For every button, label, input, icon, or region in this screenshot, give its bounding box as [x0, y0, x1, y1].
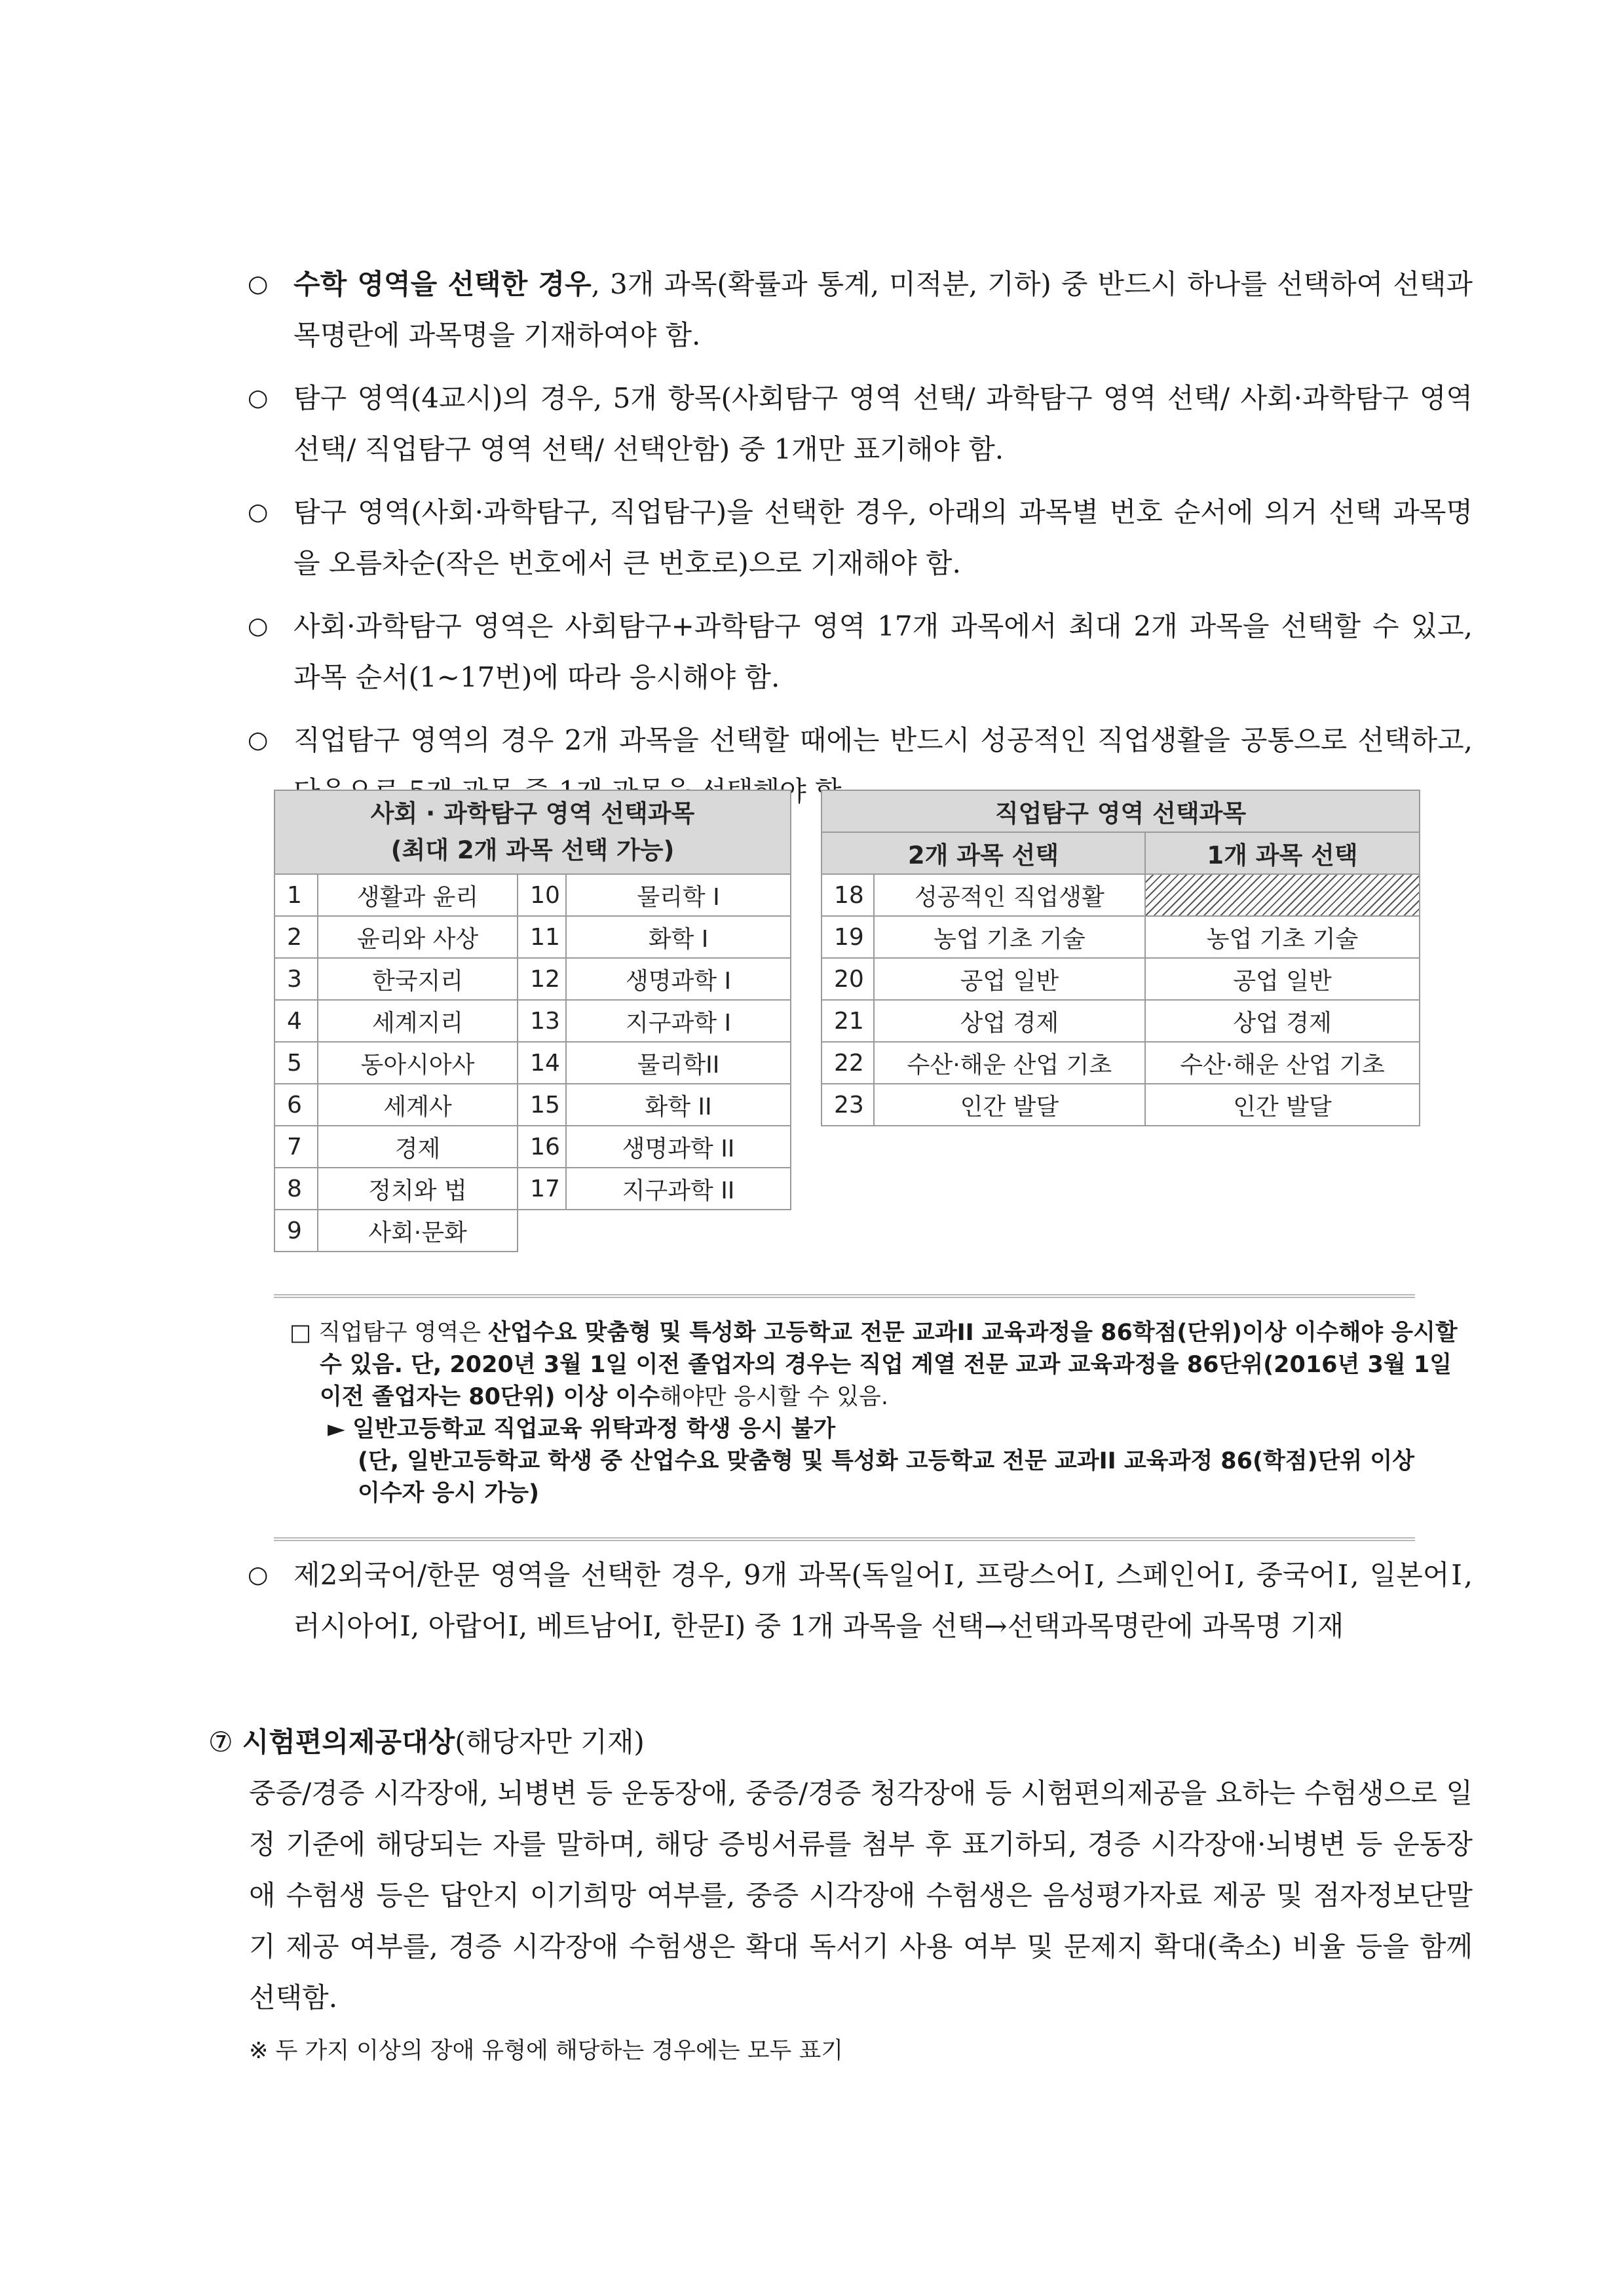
bullet-foreign-language: ○ 제2외국어/한문 영역을 선택한 경우, 9개 과목(독일어Ⅰ, 프랑스어Ⅰ, 스페인어Ⅰ, 중국어Ⅰ, 일본어Ⅰ, 러시아어Ⅰ, 아랍어Ⅰ, 베트남어Ⅰ, 한문Ⅰ) 중 1개 과목을 선택→선택과목명란에 과목명 기재 [248, 1550, 1473, 1652]
table-row: 20 공업 일반 공업 일반 [821, 958, 1420, 1000]
table-row: 22 수산·해운 산업 기초 수산·해운 산업 기초 [821, 1042, 1420, 1084]
bullet-list-2 [248, 1550, 1473, 1664]
circle-bullet-icon: ○ [248, 499, 269, 526]
bullet-social-science: ○ 사회·과학탐구 영역은 사회탐구+과학탐구 영역 17개 과목에서 최대 2개 과목을 선택할 수 있고, 과목 순서(1~17번)에 따라 응시해야 함. [248, 601, 1473, 703]
table-row: 4 세계지리 13 지구과학 I [274, 1000, 791, 1042]
column-header: 2개 과목 선택 [821, 832, 1145, 874]
table-row: 2 윤리와 사상 11 화학 I [274, 916, 791, 958]
table-row: 9 사회·문화 [274, 1210, 791, 1252]
bullet-math: ○ 수학 영역을 선택한 경우, 3개 과목(확률과 통계, 미적분, 기하) 중 반드시 하나를 선택하여 선택과목명란에 과목명을 기재하여야 함. [248, 259, 1473, 361]
table-header: 직업탐구 영역 선택과목 [821, 790, 1420, 832]
table-row: 5 동아시아사 14 물리학II [274, 1042, 791, 1084]
circle-bullet-icon: ○ [248, 385, 269, 411]
hatched-cell [1145, 874, 1420, 916]
section-accommodation [208, 1717, 1473, 2071]
social-science-subject-table [274, 790, 791, 1252]
circle-bullet-icon: ○ [248, 271, 269, 297]
table-row: 3 한국지리 12 생명과학 I [274, 958, 791, 1000]
section-title: ⑦ 시험편의제공대상(해당자만 기재) [208, 1726, 645, 1758]
vocational-subject-table [821, 790, 1420, 1126]
vocational-note-box: □ 직업탐구 영역은 산업수요 맞춤형 및 특성화 고등학교 전문 교과II 교육과정을 86학점(단위)이상 이수해야 응시할 수 있음. 단, 2020년 3월 1일 이전 졸업자의 경우는 직업 계열 전문 교과 교육과정을 86단위(2016년 3월 1일 이전 졸업자는 80단위) 이상 이수해야만 응시할 수 있음. ► 일반고등학교 직업교육 위탁과정 학생 응시 불가 (단, 일반고등학교 학생 중 산업수요 맞춤형 및 특성화 고등학교 전문 교과II 교육과정 86(학점)단위 이상 이수자 응시 가능) [274, 1294, 1415, 1541]
table-row: 7 경제 16 생명과학 II [274, 1126, 791, 1168]
circle-bullet-icon: ○ [248, 613, 269, 640]
column-header: 1개 과목 선택 [1145, 832, 1420, 874]
table-row: 19 농업 기초 기술 농업 기초 기술 [821, 916, 1420, 958]
table-row: 8 정치와 법 17 지구과학 II [274, 1168, 791, 1210]
table-row: 21 상업 경제 상업 경제 [821, 1000, 1420, 1042]
table-row: 6 세계사 15 화학 II [274, 1084, 791, 1126]
bullet-inquiry-items: ○ 탐구 영역(4교시)의 경우, 5개 항목(사회탐구 영역 선택/ 과학탐구 영역 선택/ 사회·과학탐구 영역 선택/ 직업탐구 영역 선택/ 선택안함) 중 1개만 표기해야 함. [248, 373, 1473, 475]
circle-bullet-icon: ○ [248, 727, 269, 754]
table-row: 1 생활과 윤리 10 물리학 I [274, 874, 791, 916]
table-header: 사회 · 과학탐구 영역 선택과목 (최대 2개 과목 선택 가능) [274, 790, 791, 874]
circled-number: ⑦ [208, 1726, 233, 1758]
section-body: 중증/경증 시각장애, 뇌병변 등 운동장애, 중증/경증 청각장애 등 시험편의제공을 요하는 수험생으로 일정 기준에 해당되는 자를 말하며, 해당 증빙서류를 첨부 후 표기하되, 경증 시각장애·뇌병변 등 운동장애 수험생 등은 답안지 이기희망 여부를, 중증 시각장애 수험생은 음성평가자료 제공 및 점자정보단말기 제공 여부를, 경증 시각장애 수험생은 확대 독서기 사용 여부 및 문제지 확대(축소) 비율 등을 함께 선택함. [249, 1777, 1473, 2014]
circle-bullet-icon: ○ [248, 1561, 269, 1588]
checkbox-square-icon: □ [290, 1320, 312, 1346]
footnote: ※ 두 가지 이상의 장애 유형에 해당하는 경우에는 모두 표기 [249, 2038, 844, 2064]
table-row: 23 인간 발달 인간 발달 [821, 1084, 1420, 1126]
arrow-bullet-icon: ► [328, 1416, 345, 1442]
bullet-list [248, 259, 1473, 829]
bullet-inquiry-order: ○ 탐구 영역(사회·과학탐구, 직업탐구)을 선택한 경우, 아래의 과목별 번호 순서에 의거 선택 과목명을 오름차순(작은 번호에서 큰 번호로)으로 기재해야 함. [248, 487, 1473, 589]
table-row: 18 성공적인 직업생활 [821, 874, 1420, 916]
bullet-vocational: ○ 직업탐구 영역의 경우 2개 과목을 선택할 때에는 반드시 성공적인 직업생활을 공통으로 선택하고, [248, 715, 1473, 817]
